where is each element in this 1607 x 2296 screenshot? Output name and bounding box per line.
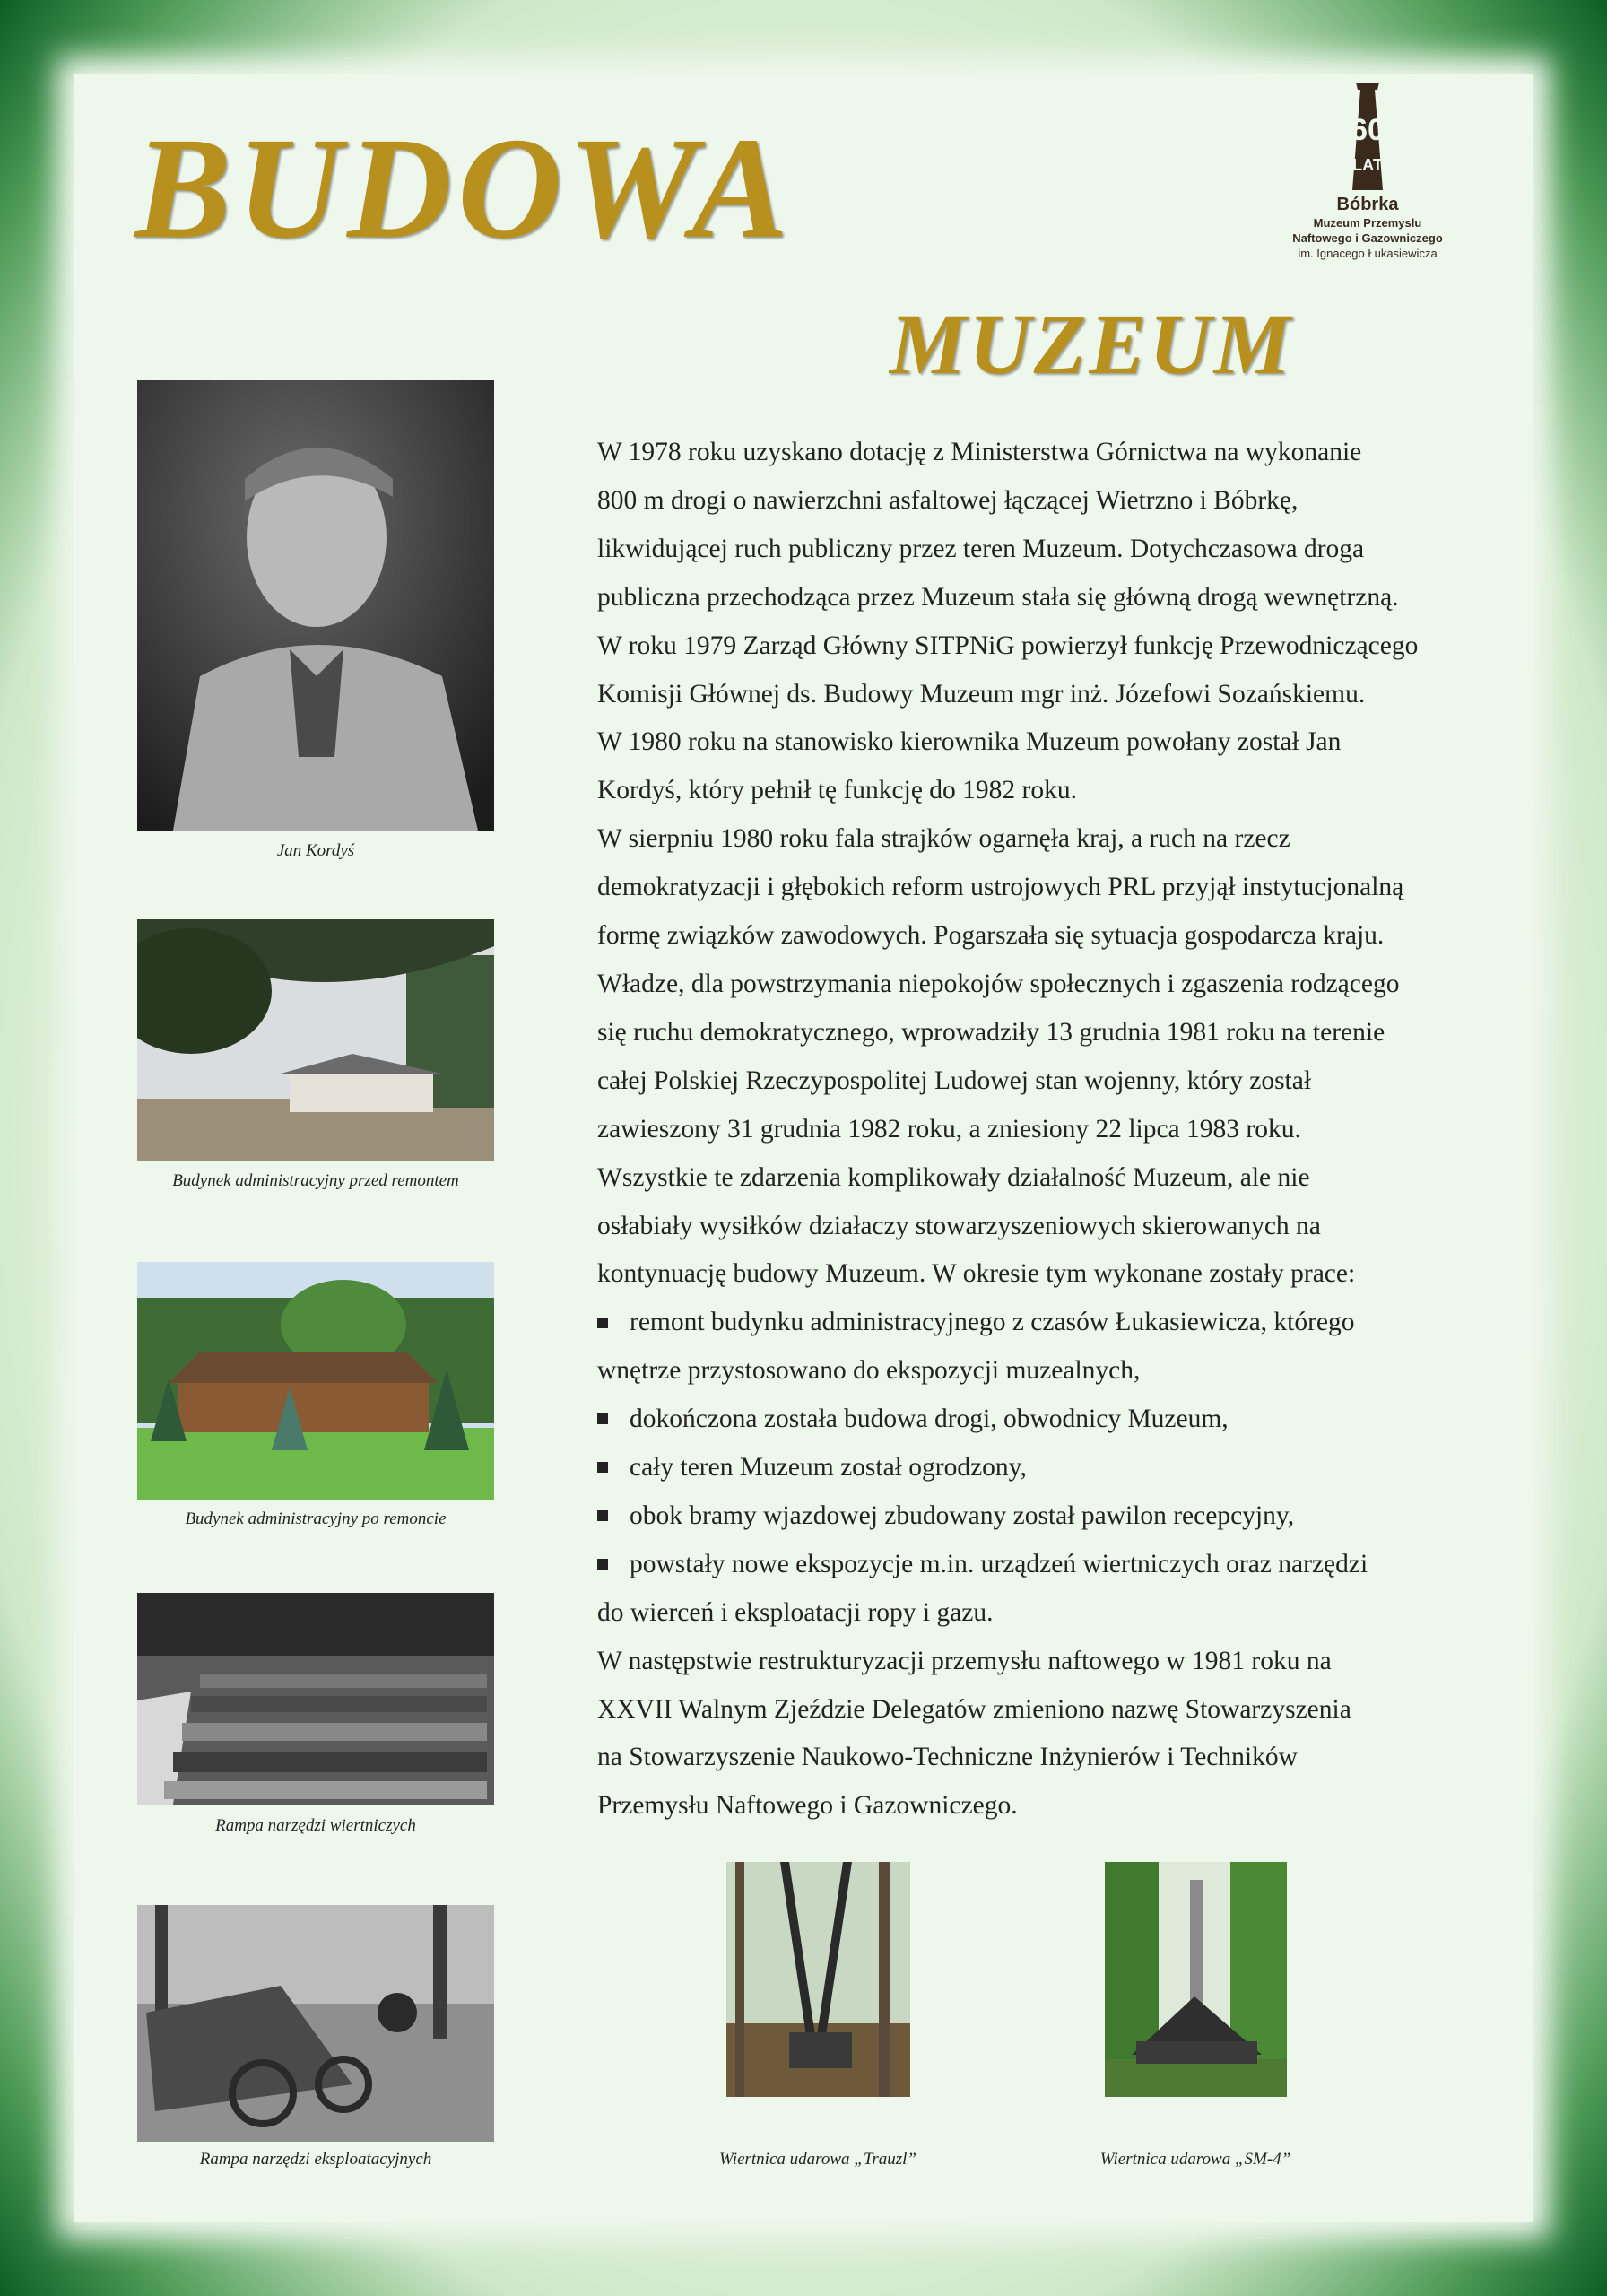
photo-drilling-tools-ramp — [137, 1593, 494, 1805]
photo-exploitation-tools-ramp — [137, 1905, 494, 2142]
photo-trauzl-rig — [726, 1862, 910, 2097]
caption-drilling-tools-ramp: Rampa narzędzi wiertniczych — [215, 1816, 416, 1835]
text-line: W sierpniu 1980 roku fala strajków ogarnęła kraj, a ruch na rzecz — [597, 824, 1290, 854]
photo-building-after — [137, 1262, 494, 1500]
text-line: W 1980 roku na stanowisko kierownika Muzeum powołany został Jan — [597, 727, 1342, 757]
text-line: Przemysłu Naftowego i Gazowniczego. — [597, 1791, 1018, 1821]
text-line: zawieszony 31 grudnia 1982 roku, a zniesiony 22 lipca 1983 roku. — [597, 1114, 1301, 1144]
derrick-logo-icon — [1336, 81, 1399, 193]
photo-jan-kordys — [137, 380, 494, 831]
text-line: W następstwie restrukturyzacji przemysłu naftowego w 1981 roku na — [597, 1646, 1332, 1675]
text-line: osłabiały wysiłków działaczy stowarzyszeniowych skierowanych na — [597, 1211, 1321, 1240]
caption-sm4-rig: Wiertnica udarowa „SM-4” — [1099, 2150, 1291, 2169]
text-line: Wszystkie te zdarzenia komplikowały działalność Muzeum, ale nie — [597, 1162, 1310, 1192]
logo-line1: Muzeum Przemysłu — [1313, 216, 1422, 230]
text-line: całej Polskiej Rzeczypospolitej Ludowej stan wojenny, który został — [597, 1065, 1312, 1095]
photo-building-before — [137, 919, 494, 1161]
text-line: Władze, dla powstrzymania niepokojów społecznych i zgaszenia rodzącego — [597, 969, 1400, 998]
text-line: likwidującej ruch publiczny przez teren Muzeum. Dotychczasowa droga — [597, 534, 1365, 563]
logo-badge-number: 60 — [1351, 113, 1385, 147]
text-line: Komisji Głównej ds. Budowy Muzeum mgr inż. Józefowi Sozańskiemu. — [597, 679, 1366, 709]
logo-name: Bóbrka — [1336, 195, 1399, 214]
caption-trauzl-rig: Wiertnica udarowa „Trauzl” — [719, 2150, 916, 2169]
museum-logo — [1264, 81, 1471, 278]
photo-sm4-rig — [1105, 1862, 1287, 2097]
bullet-item: remont budynku administracyjnego z czasów Łukasiewicza, którego — [597, 1299, 1530, 1347]
bullet-item: dokończona została budowa drogi, obwodnicy Muzeum, — [597, 1396, 1530, 1444]
text-line: W roku 1979 Zarząd Główny SITPNiG powierzył funkcję Przewodniczącego — [597, 631, 1419, 660]
text-line: 800 m drogi o nawierzchni asfaltowej łączącej Wietrzno i Bóbrkę, — [597, 485, 1299, 515]
bullet-item: obok bramy wjazdowej zbudowany został pawilon recepcyjny, — [597, 1492, 1530, 1541]
text-line: demokratyzacji i głębokich reform ustrojowych PRL przyjął instytucjonalną — [597, 873, 1404, 902]
caption-jan-kordys: Jan Kordyś — [276, 841, 355, 860]
text-line: wnętrze przystosowano do ekspozycji muzealnych, — [597, 1356, 1141, 1386]
text-line: W 1978 roku uzyskano dotację z Ministerstwa Górnictwa na wykonanie — [597, 438, 1362, 466]
bullet-item: cały teren Muzeum został ogrodzony, — [597, 1444, 1530, 1492]
text-line: się ruchu demokratycznego, wprowadziły 13 grudnia 1981 roku na terenie — [597, 1017, 1385, 1047]
logo-line3: im. Ignacego Łukasiewicza — [1298, 247, 1438, 260]
text-line: formę związków zawodowych. Pogarszała się sytuacja gospodarcza kraju. — [597, 921, 1385, 951]
text-line: Kordyś, który pełnił tę funkcję do 1982 roku. — [597, 776, 1078, 805]
logo-badge-text: LAT — [1352, 156, 1383, 174]
text-line: do wierceń i eksploatacji ropy i gazu. — [597, 1597, 994, 1627]
caption-building-after: Budynek administracyjny po remoncie — [185, 1509, 447, 1528]
article-body — [597, 429, 1530, 1831]
page-subtitle: MUZEUM — [890, 296, 1294, 392]
bullet-item: powstały nowe ekspozycje m.in. urządzeń wiertniczych oraz narzędzi — [597, 1541, 1530, 1589]
caption-exploitation-tools-ramp: Rampa narzędzi eksploatacyjnych — [199, 2150, 432, 2169]
logo-line2: Naftowego i Gazowniczego — [1292, 231, 1443, 245]
text-line: kontynuację budowy Muzeum. W okresie tym wykonane zostały prace: — [597, 1259, 1356, 1289]
page-title: BUDOWA — [135, 109, 795, 269]
text-line: publiczna przechodząca przez Muzeum stała się główną drogą wewnętrzną. — [597, 582, 1399, 612]
caption-building-before: Budynek administracyjny przed remontem — [172, 1171, 459, 1190]
text-line: na Stowarzyszenie Naukowo-Techniczne Inżynierów i Techników — [597, 1743, 1298, 1772]
text-line: XXVII Walnym Zjeździe Delegatów zmieniono nazwę Stowarzyszenia — [597, 1694, 1351, 1724]
